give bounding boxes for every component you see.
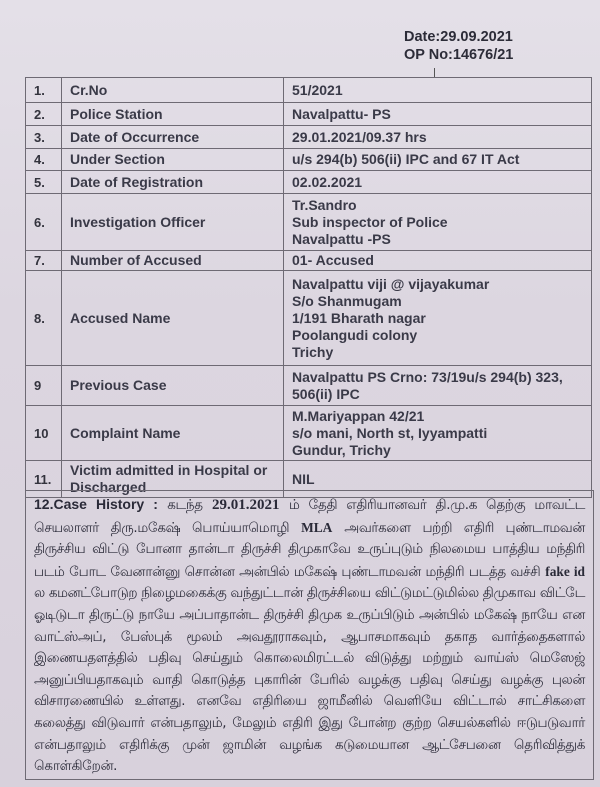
row-label: Date of Occurrence [62, 126, 284, 149]
row-value [284, 194, 592, 251]
row-value-line: Sub inspector of Police [292, 213, 448, 230]
row-value [284, 149, 592, 171]
row-value [284, 366, 592, 406]
row-value-line: s/o mani, North st, Iyyampatti [292, 424, 488, 441]
row-value-line: NIL [292, 470, 315, 487]
row-value-line: u/s 294(b) 506(ii) IPC and 67 IT Act [292, 151, 520, 167]
case-details-table [25, 77, 592, 498]
row-number: 5. [26, 171, 62, 194]
row-value-line: 51/2021 [292, 81, 343, 98]
row-value-line: 29.01.2021/09.37 hrs [292, 128, 427, 145]
row-value-line: 1/191 Bharath nagar [292, 309, 426, 326]
table-row [26, 194, 592, 251]
row-label: Accused Name [62, 271, 284, 366]
row-value [284, 171, 592, 194]
row-number: 1. [26, 78, 62, 103]
row-value [284, 103, 592, 126]
row-label: Victim admitted in Hospital or Discharged [62, 461, 284, 498]
row-number: 6. [26, 194, 62, 251]
row-label: Under Section [62, 149, 284, 171]
case-history-mla: MLA [301, 519, 333, 535]
op-number-label: OP No:14676/21 [404, 47, 514, 63]
row-value-line: M.Mariyappan 42/21 [292, 407, 425, 424]
row-label: Date of Registration [62, 171, 284, 194]
case-history-text-3: ல கமனட்போடுற நிழைமகைக்கு வந்துட்டான் திருச்சியை விட்டுமட்டுமில்ல திமுகாவ விட்டே ஓடிடுடா திருட்டு நாயே அப்பாதான்ட திருச்சி திமுக உருப்பிடும் அன்பில் மகேஷ் நாயே என வாட்ஸ்அப், பேஸ்புக் மூலம் அவதூராகவும், ஆபாசமாகவும் தகாத வார்த்தைகளால் இணையதளத்தில் பதிவு செய்தும் கொலைமிரட்டல் விடுத்து மற்றும் வாய்ஸ் மெஸேஜ் அனுப்பியதாகவும் வாதி கொடுத்த புகாரின் பேரில் வழக்கு பதிவு செய்து வழக்கு புலன் விசாரணையில் உள்ளது. எனவே எதிரியை ஜாமீனில் வெளியே விட்டால் சாட்சிகளை கலைத்து விடுவார் என்பதாலும், மேலும் எதிரி இது போன்ற குற்ற செயல்களில் ஈடுபடுவார் என்பதாலும் எதிரிக்கு முன் ஜாமின் வழங்க கடுமையான ஆட்சேபனை தெரிவித்துக் கொள்கிறேன். [34, 586, 585, 775]
row-value-line: 02.02.2021 [292, 173, 363, 190]
case-history-text-1: ம் தேதி எதிரியானவர் தி.மு.க தெற்கு மாவட்ட செயலாளர் திரு.மகேஷ் பொய்யாமொழி [34, 498, 586, 536]
row-value [284, 406, 592, 461]
row-number: 11. [26, 461, 62, 498]
table-row [26, 251, 592, 271]
row-value [284, 251, 592, 271]
case-history-box [25, 490, 594, 780]
case-history-text-pre: கடந்த [167, 498, 203, 513]
row-label: Number of Accused [62, 251, 284, 271]
row-value [284, 126, 592, 149]
row-number: 7. [26, 251, 62, 271]
row-number: 9 [26, 366, 62, 406]
row-label: Investigation Officer [62, 194, 284, 251]
row-number: 4. [26, 149, 62, 171]
row-label: Police Station [62, 103, 284, 126]
row-value-line: Trichy [292, 343, 334, 360]
table-row [26, 149, 592, 171]
document-header [404, 28, 513, 64]
case-history-fake-id: fake id [545, 563, 586, 579]
row-number: 10 [26, 406, 62, 461]
row-value-line: Gundur, Trichy [292, 441, 391, 458]
table-row [26, 103, 592, 126]
row-value-line: Poolangudi colony [292, 326, 418, 343]
row-label: Complaint Name [62, 406, 284, 461]
table-row [26, 171, 592, 194]
row-value-line: Navalpattu PS Crno: 73/19u/s 294(b) 323, [292, 368, 563, 385]
row-value-line: Navalpattu -PS [292, 230, 391, 247]
row-label: Cr.No [62, 78, 284, 103]
case-history-text-2: அவர்களை பற்றி எதிரி புண்டாமவன் திருச்சிய விட்டு போனா தான்டா திருச்சி திமுகாவே உருப்புடும் நிலமைய பாத்திய மந்திரி படம் போட வேனான்னு சொன்ன அன்பில் மகேஷ் புண்டாமவன் மந்திரி படத்த வச்சி [34, 520, 585, 580]
table-row [26, 271, 592, 366]
date-label: Date:29.09.2021 [404, 29, 513, 45]
row-number: 8. [26, 271, 62, 366]
row-value-line: Tr.Sandro [292, 196, 357, 213]
row-value-line: 506(ii) IPC [292, 385, 360, 402]
table-row [26, 126, 592, 149]
row-number: 3. [26, 126, 62, 149]
row-value-line: S/o Shanmugam [292, 292, 402, 309]
table-row [26, 78, 592, 103]
row-value-line: Navalpattu- PS [292, 105, 391, 122]
case-history-title: 12.Case History : [34, 496, 158, 512]
row-value-line: Navalpattu viji @ vijayakumar [292, 275, 490, 292]
case-history-date: 29.01.2021 [212, 497, 280, 513]
row-label: Previous Case [62, 366, 284, 406]
row-value-line: 01- Accused [292, 252, 374, 268]
table-row [26, 406, 592, 461]
row-value [284, 271, 592, 366]
row-number: 2. [26, 103, 62, 126]
row-value [284, 78, 592, 103]
table-row [26, 366, 592, 406]
